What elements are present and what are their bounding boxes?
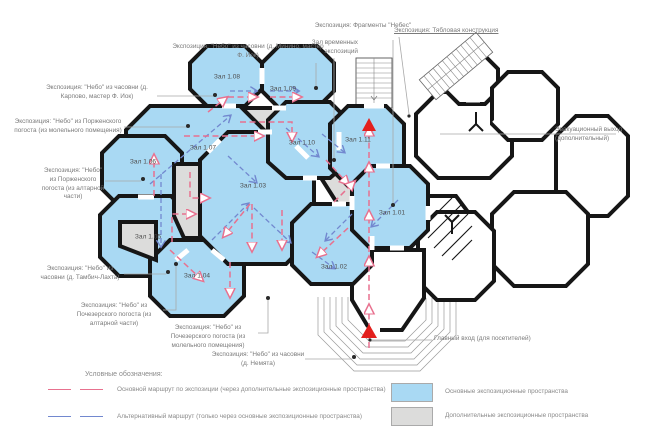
hall-label-1-04: Зал 1.04 (183, 272, 211, 280)
callout-minino: Экспозиция: "Небо" из часовни (д. Минино, мастер Ф. Иок) (172, 43, 324, 59)
callout-porzhensky-prayer: Экспозиция: "Небо" из Порженского погоста (из молельного помещения) (14, 118, 122, 134)
callout-karpovo: Экспозиция: "Небо" из часовни (д. Карпово, мастер Ф. Иок) (46, 84, 148, 100)
callout-fragments: Экспозиция: Фрагменты "Небес" (314, 22, 412, 29)
legend-heading: Условные обозначения: (85, 371, 163, 378)
hall-label-1-06: Зал 1.06 (129, 158, 157, 166)
callout-tyablo: Экспозиция: Тябловая конструкция (394, 27, 499, 34)
callout-nemyata: Экспозиция: "Небо" из часовни (д. Немята) (211, 351, 305, 367)
hall-label-1-11: Зал 1.11 (345, 136, 371, 144)
callout-pochezersky-altar: Экспозиция: "Небо" из Почезерского погоста (из алтарной части) (76, 302, 152, 327)
hall-label-1-02: Зал 1.02 (320, 263, 348, 271)
hall-label-1-08: Зал 1.08 (213, 73, 241, 81)
hall-1-01-shape (352, 166, 428, 248)
callout-tambich: Экспозиция: "Небо" из часовни (д. Тамбич-Лахта) (40, 265, 120, 281)
legend-main-space-swatch (391, 383, 433, 402)
alt-route-dash-sample (48, 416, 103, 417)
alt-route-dash-icon (48, 416, 71, 417)
legend-extra-space-swatch (391, 407, 433, 426)
legend-main-space-label: Основные экспозиционные пространства (445, 388, 568, 395)
main-route-dash-icon (80, 389, 103, 390)
hall-label-1-10: Зал 1.10 (288, 139, 316, 147)
hall-label-1-01: Зал 1.01 (378, 209, 406, 217)
main-route-dash-sample (48, 389, 103, 390)
stairs-top-center (356, 58, 392, 108)
right-wing-southeast-apse (492, 192, 588, 286)
callout-pochezersky-prayer: Экспозиция: "Небо" из Почезерского погоста (из молельного помещения) (170, 324, 246, 349)
legend-main-route-row (48, 386, 391, 393)
callout-evac-exit: Эвакуационный выход (дополнительный) (555, 126, 623, 142)
hall-label-1-05: Зал 1.05 (134, 233, 162, 241)
legend-extra-space-label: Дополнительные экспозиционные пространства (445, 412, 589, 419)
legend-alt-route-label: Альтернативный маршрут (только через основные экспозиционные пространства) (117, 413, 362, 420)
callout-main-entrance: Главный вход (для посетителей) (434, 335, 531, 342)
main-route-dash-icon (48, 389, 71, 390)
hall-label-1-07: Зал 1.07 (189, 144, 217, 152)
callout-temporary-hall: Зал временных экспозиций (311, 39, 358, 55)
hall-label-1-03: Зал 1.03 (239, 182, 267, 190)
right-wing (416, 56, 628, 300)
hall-label-1-09: Зал 1.09 (269, 85, 297, 93)
callout-porzhensky-altar: Экспозиция: "Небо" из Порженского погоста (из алтарной части) (41, 167, 105, 201)
alt-route-dash-icon (80, 416, 103, 417)
legend-main-route-label: Основной маршрут по экспозиции (через дополнительные экспозиционные пространства) (117, 386, 386, 393)
legend-alt-route-row (48, 413, 391, 420)
